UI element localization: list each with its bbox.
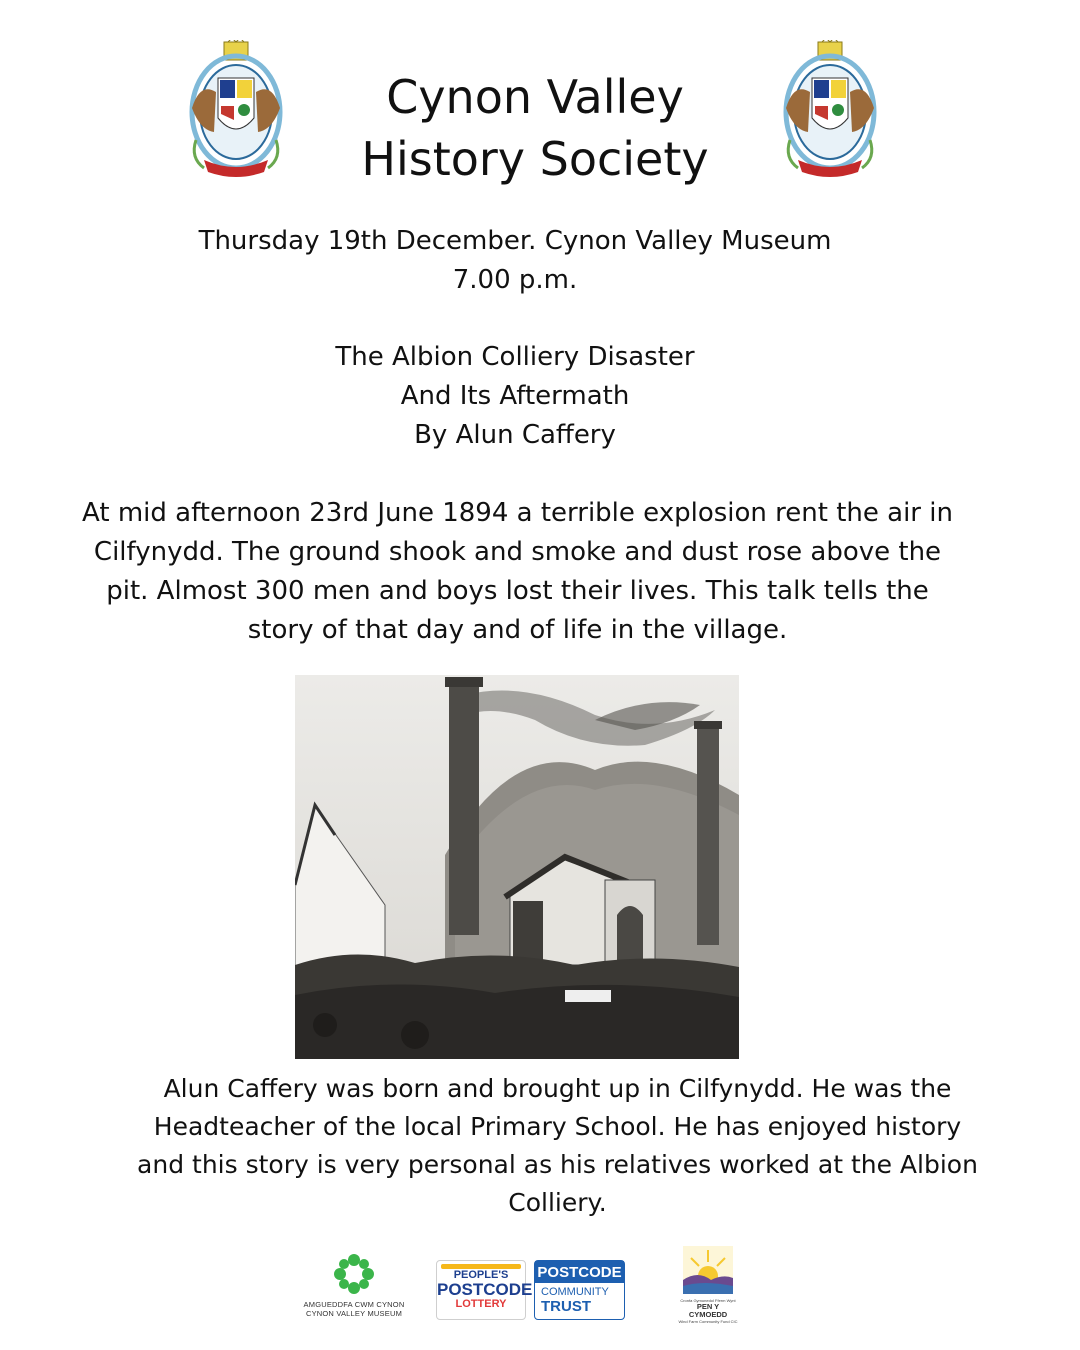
sponsor-logos [0, 1240, 1080, 1340]
fund-english-name: Wind Farm Community Fund CIC [678, 1319, 738, 1324]
event-date-venue: Thursday 19th December. Cynon Valley Museum [198, 226, 832, 256]
museum-welsh-name: AMGUEDDFA CWM CYNON [303, 1300, 405, 1309]
society-crest-left [186, 40, 286, 182]
lottery-line-1: PEOPLE'S [453, 1269, 509, 1281]
fund-name: PEN Y CYMOEDD [688, 1302, 728, 1319]
talk-description: At mid afternoon 23rd June 1894 a terrible explosion rent the air in Cilfynydd. The ground shook and smoke and dust rose above the pit. Almost 300 men and boys lost their lives. This talk tells the story of that day and of life in the village. [82, 498, 953, 645]
lottery-line-2: POSTCODE [437, 1280, 533, 1299]
museum-english-name: CYNON VALLEY MUSEUM [305, 1309, 403, 1318]
lottery-line-3: LOTTERY [455, 1298, 507, 1310]
trust-line-1: POSTCODE [535, 1261, 624, 1283]
pen-y-cymoedd-fund-logo [678, 1246, 738, 1328]
peoples-postcode-lottery-logo [436, 1260, 533, 1320]
talk-speaker: By Alun Caffery [414, 420, 616, 450]
fund-welsh-name: Cronfa Gymunedol Fferm Wynt [680, 1298, 736, 1303]
talk-title-line-1: The Albion Colliery Disaster [335, 342, 695, 372]
talk-heading [60, 338, 970, 455]
speaker-bio: Alun Caffery was born and brought up in Cilfynydd. He was the Headteacher of the local Primary School. He has enjoyed history and this story is very personal as his relatives worked at the Albion Colliery. [137, 1074, 978, 1217]
museum-emblem-icon [331, 1252, 377, 1296]
society-crest-right [780, 40, 880, 182]
trust-line-2: COMMUNITY [541, 1286, 609, 1298]
wind-farm-sunrise-icon [683, 1246, 733, 1294]
postcode-community-trust-logo [534, 1260, 625, 1320]
event-details [60, 222, 970, 300]
talk-title-line-2: And Its Aftermath [400, 381, 630, 411]
colliery-illustration [295, 675, 739, 1059]
title-line-1: Cynon Valley [386, 70, 684, 124]
title-line-2: History Society [361, 132, 709, 186]
trust-line-3: TRUST [541, 1298, 591, 1315]
event-time: 7.00 p.m. [452, 265, 578, 295]
cynon-valley-museum-logo [298, 1252, 410, 1318]
page-title [320, 66, 750, 190]
